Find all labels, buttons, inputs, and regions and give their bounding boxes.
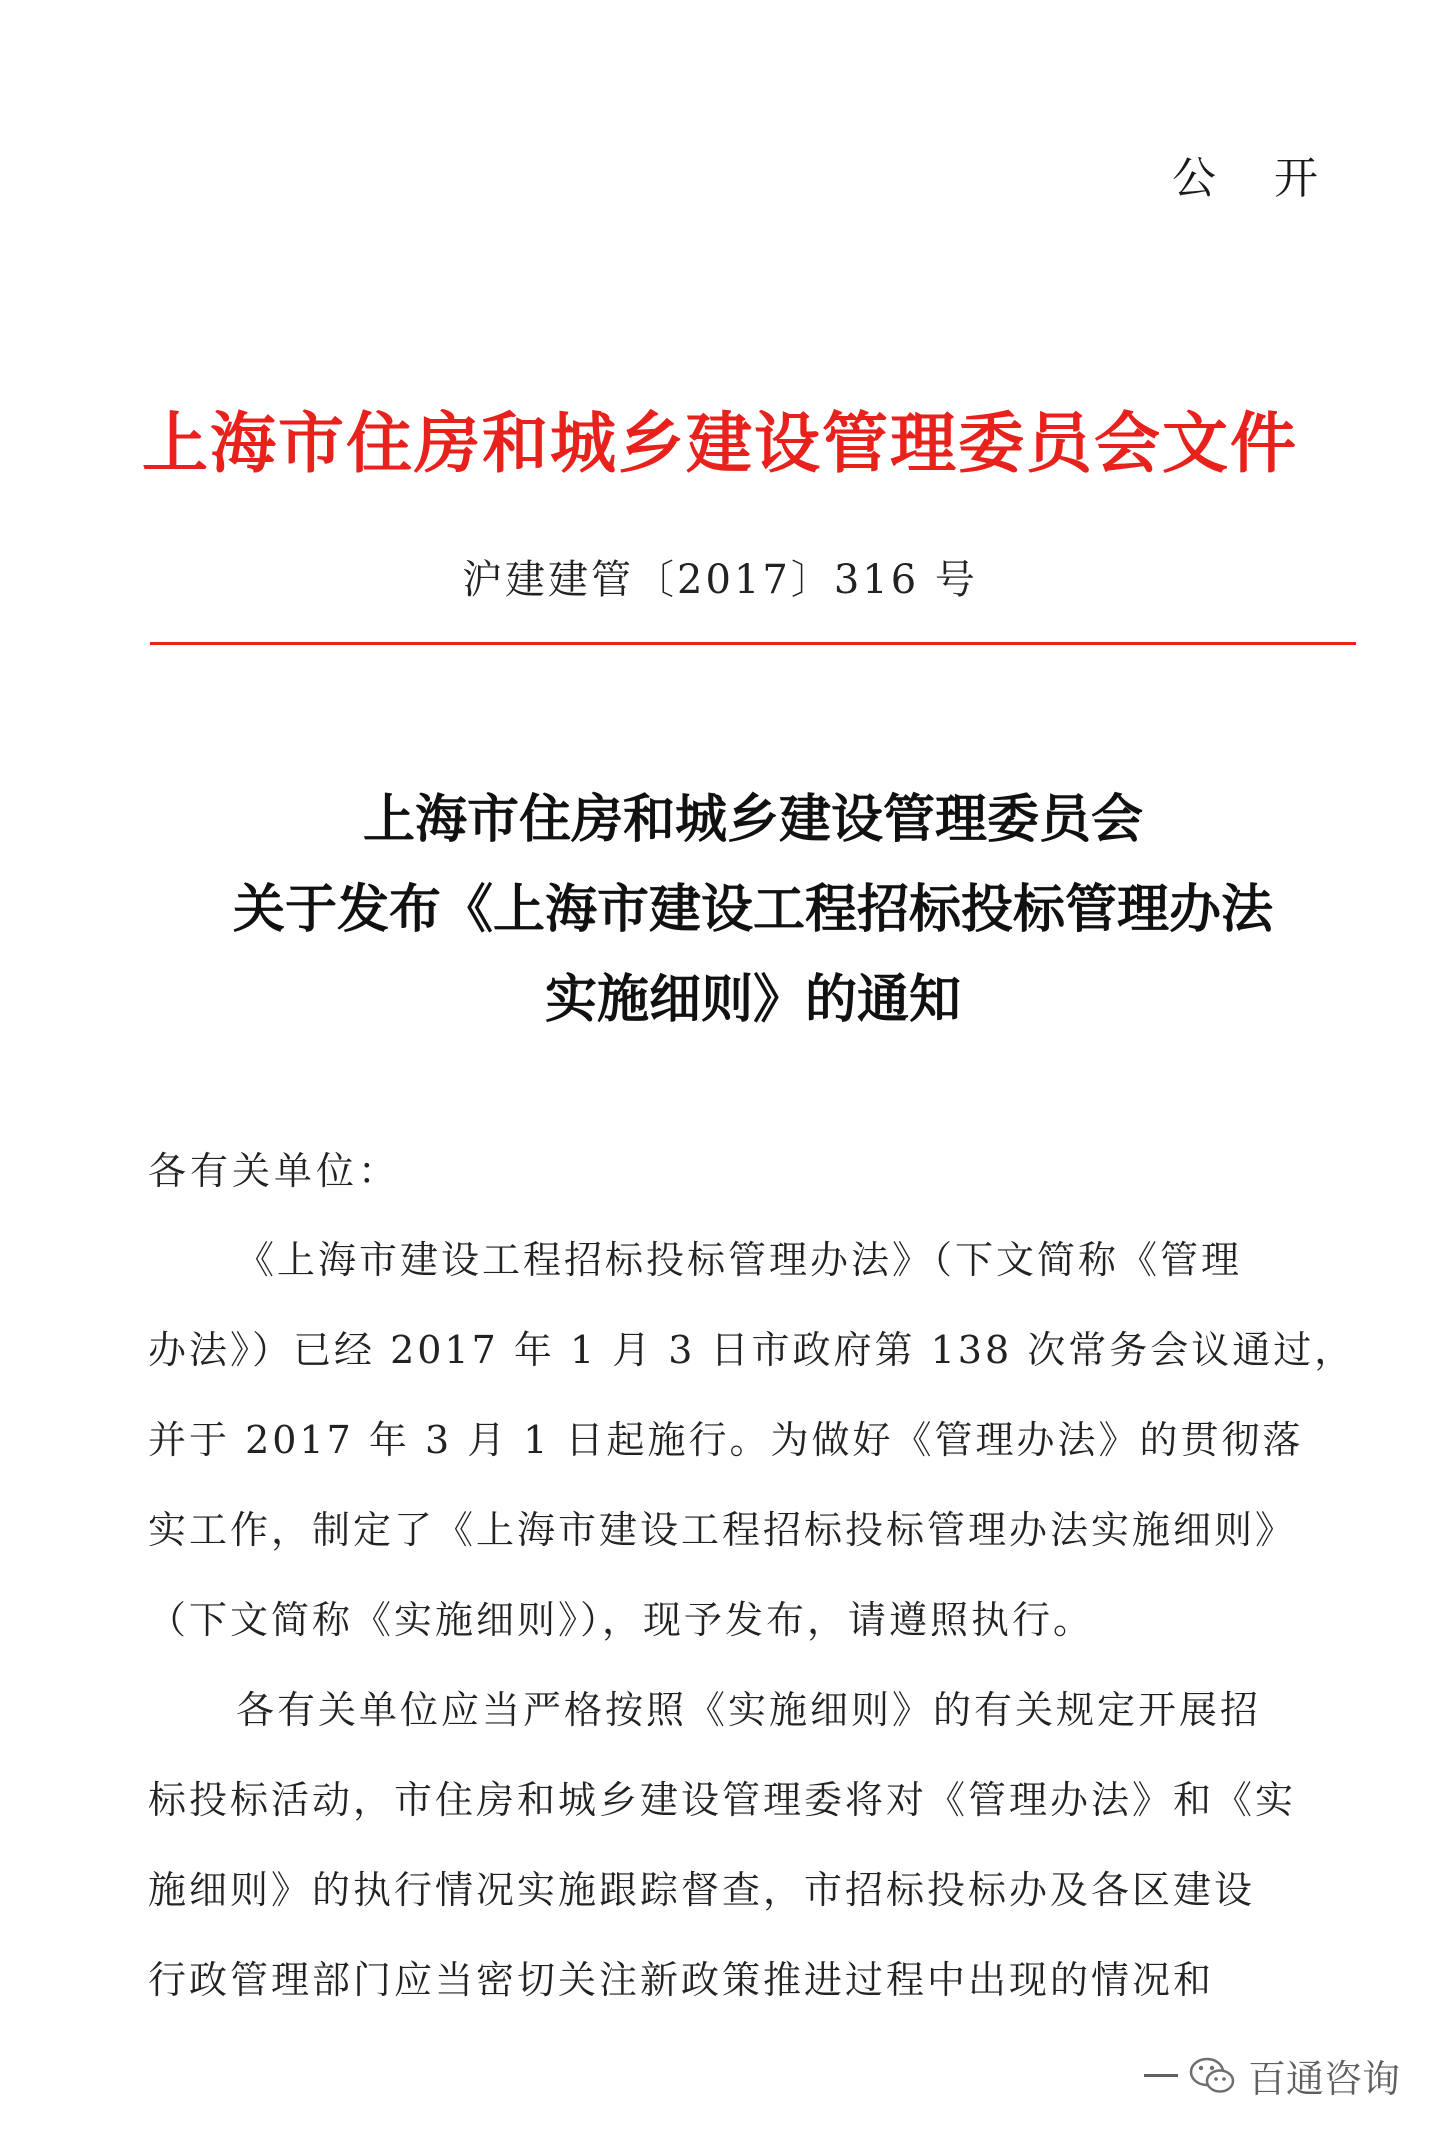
source-watermark bbox=[1144, 2048, 1400, 2103]
classification-label: 公 开 bbox=[1172, 153, 1340, 204]
document-number: 沪建建管〔2017〕316 号 bbox=[462, 557, 978, 603]
title-line: 实施细则》的通知 bbox=[544, 970, 961, 1030]
paragraph-line: 各有关单位应当严格按照《实施细则》的有关规定开展招 bbox=[236, 1688, 1262, 1732]
paragraph-2 bbox=[148, 1665, 1344, 2025]
salutation: 各有关单位： bbox=[148, 1149, 401, 1193]
paragraph-line: 实工作，制定了《上海市建设工程招标投标管理办法实施细则》 bbox=[148, 1508, 1297, 1552]
paragraph-1 bbox=[148, 1215, 1356, 1665]
paragraph-line: 办法》）已经 2017 年 1 月 3 日市政府第 138 次常务会议通过， bbox=[148, 1328, 1356, 1372]
paragraph-line: 《上海市建设工程招标投标管理办法》（下文简称《管理 bbox=[236, 1238, 1243, 1282]
paragraph-line: （下文简称《实施细则》），现予发布，请遵照执行。 bbox=[148, 1598, 1095, 1642]
paragraph-line: 并于 2017 年 3 月 1 日起施行。为做好《管理办法》的贯彻落 bbox=[148, 1418, 1304, 1462]
paragraph-line: 行政管理部门应当密切关注新政策推进过程中出现的情况和 bbox=[148, 1958, 1215, 2002]
red-divider bbox=[150, 642, 1356, 645]
paragraph-line: 标投标活动，市住房和城乡建设管理委将对《管理办法》和《实 bbox=[148, 1778, 1297, 1822]
title-line: 上海市住房和城乡建设管理委员会 bbox=[362, 790, 1143, 850]
issuer-header: 上海市住房和城乡建设管理委员会文件 bbox=[142, 405, 1298, 482]
paragraph-line: 施细则》的执行情况实施跟踪督查，市招标投标办及各区建设 bbox=[148, 1868, 1256, 1912]
title-line: 关于发布《上海市建设工程招标投标管理办法 bbox=[232, 880, 1273, 940]
watermark-dash bbox=[1144, 2074, 1178, 2077]
wechat-icon bbox=[1188, 2055, 1238, 2097]
document-title bbox=[148, 775, 1358, 1045]
watermark-text: 百通咨询 bbox=[1247, 2057, 1400, 2101]
